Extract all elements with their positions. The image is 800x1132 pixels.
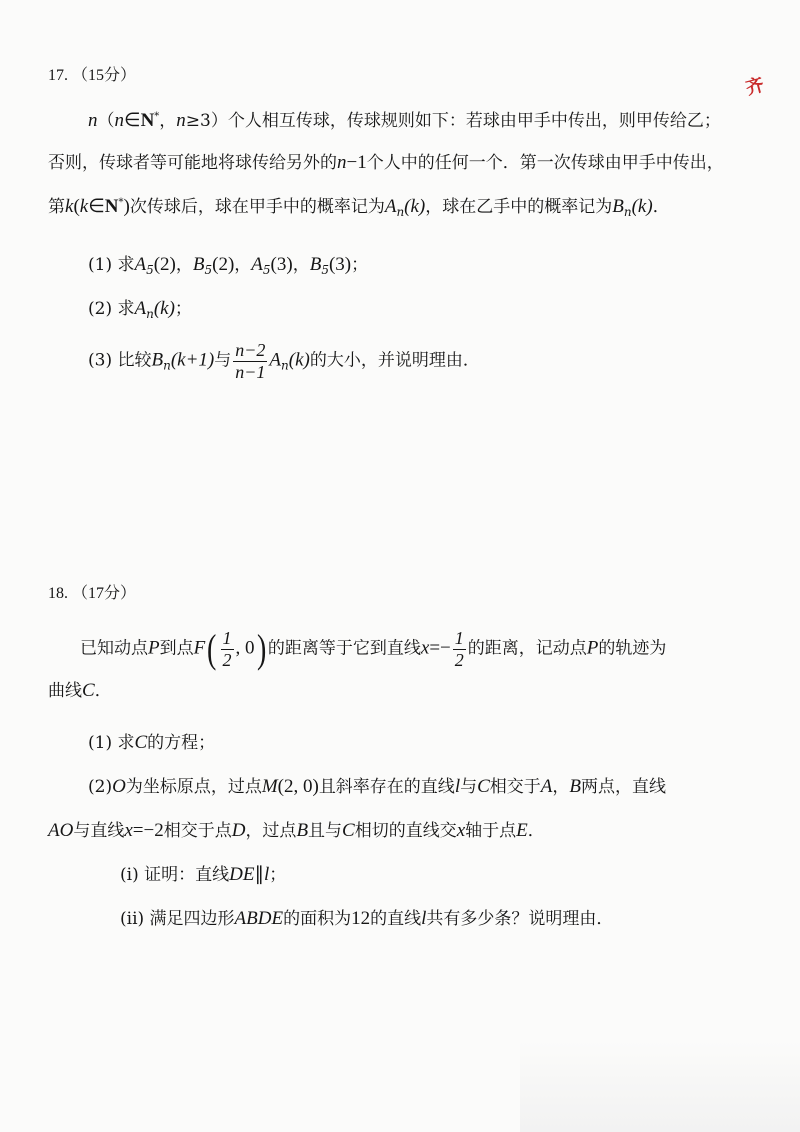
set-N: N [140,110,155,131]
sub: 5 [321,263,329,277]
var-P: P [148,637,160,659]
text: ， [552,777,570,797]
text: 次传球后，球在甲手中的概率记为 [129,197,385,217]
text: ； [174,299,192,319]
q18-part1 [88,732,215,755]
var-C: C [342,820,355,841]
paren-left: ( [207,626,217,672]
sub-n: n [623,205,632,219]
text: 第 [48,197,65,217]
fraction [221,628,234,670]
q18-line2 [48,680,112,703]
text: 的直线 [370,909,422,929]
coord: , 0 [235,637,255,659]
denominator: 2 [454,649,464,670]
text: 轴于点 [465,821,517,841]
paren: ) [123,196,130,217]
q17-intro-line1 [88,110,721,133]
equals: =− [429,637,451,659]
text: 的距离，记动点 [467,638,587,659]
var-l: l [263,864,270,885]
var-F: F [193,637,206,659]
sub-n: n [396,205,405,219]
sub: n [281,358,289,373]
arg: (k+1) [170,349,215,371]
var-n: n [337,152,347,173]
text: ； [269,865,287,885]
arg: (k) [153,298,175,319]
part-label: (3) 比较 [88,350,152,371]
var-n: n [114,110,124,131]
arg: (2) [212,254,235,275]
arg: (2) [153,254,176,275]
var-DE: DE [229,864,255,885]
paren: ( [73,196,80,217]
sub: 5 [146,263,154,277]
var-B: B [296,820,309,841]
text: 共有多少条？说明理由． [426,909,614,929]
var-M: M [261,776,278,797]
text: ． [527,821,545,841]
sep: ， [292,255,310,275]
red-correction-mark: 齐 [743,74,767,100]
var-C: C [477,776,490,797]
var-C: C [134,732,148,753]
part-label: (2) 求 [88,299,135,319]
q17-part2 [88,298,192,321]
text: ，球在乙手中的概率记为 [425,197,613,217]
text: 与 [214,350,232,371]
q17-header: 17. （15分） [48,67,137,84]
text: 与 [460,777,478,797]
text: 的轨迹为 [598,638,667,659]
var-n: n [176,110,186,131]
numerator: n−2 [235,340,266,360]
q18-part2-line1 [88,776,666,799]
arg: (3) [328,254,352,275]
symbol-in: ∈ [124,110,141,131]
text: 的距离等于它到直线 [267,638,421,659]
text: ，过点 [245,821,297,841]
arg: (k) [631,196,653,217]
numerator: 1 [222,628,232,648]
symbol-in: ∈ [88,196,105,217]
var-A: A [134,298,147,319]
var-A: A [134,254,147,275]
equals: =−2 [132,820,164,841]
q18-line1 [80,628,666,670]
text: 否则，传球者等可能地将球传给另外的 [48,153,337,173]
text: 且斜率存在的直线 [318,777,455,797]
text: 的面积为 [283,909,352,929]
text: 相交于点 [163,821,232,841]
var-x: x [420,637,430,659]
q17-intro-line3 [48,196,670,219]
q18-part2-line2 [48,820,545,843]
q17-part3 [88,340,480,382]
part-label: (ii) 满足四边形 [120,909,235,929]
text: 到点 [159,638,194,659]
numerator: 1 [454,628,464,648]
sub: n [146,307,154,321]
text: （ [97,111,115,131]
text: 与直线 [73,821,125,841]
var-x: x [456,820,466,841]
text: ， [159,111,177,131]
part-label: (1) 求 [88,733,135,753]
sub: 5 [262,263,271,277]
text: 曲线 [48,681,82,701]
text: ； [351,255,369,275]
text: 已知动点 [80,638,148,659]
var-ABDE: ABDE [234,908,284,929]
part-label: (1) 求 [88,255,135,275]
var-l: l [454,776,461,797]
var-AO: AO [48,820,74,841]
set-N: N [104,196,119,217]
part-label: (i) 证明：直线 [120,865,230,885]
var-D: D [231,820,246,841]
arg: (3) [270,254,293,275]
q17-part1 [88,254,368,277]
scan-shade [520,1040,800,1132]
sep: ， [234,255,252,275]
var-x: x [124,820,133,841]
text: 的大小，并说明理由． [309,350,480,371]
text: 为坐标原点，过点 [125,777,262,797]
star: * [118,197,124,208]
text: 相交于 [489,777,541,797]
minus-one: −1 [346,152,367,173]
coord: (2, 0) [277,776,319,797]
sub: n [163,358,171,373]
var-l: l [421,908,427,929]
text: 相切的直线交 [354,821,457,841]
var-O: O [112,776,126,797]
var-P: P [586,637,599,659]
sub: 5 [204,263,213,277]
paren-right: ) [256,626,266,672]
arg: (k) [404,196,426,217]
q18-part2-ii [120,908,613,931]
var-k: k [65,196,74,217]
fraction [453,628,466,670]
var-B: B [569,776,581,797]
q17-intro-line2 [48,152,724,175]
var-E: E [516,820,528,841]
text: 且与 [308,821,343,841]
var-n: n [88,110,98,131]
arg: (k) [288,349,310,371]
sep: ， [175,255,193,275]
var-B: B [612,196,624,217]
number: 12 [351,908,371,929]
text: 两点，直线 [581,777,666,797]
part-label: (2) [88,777,113,797]
q18-header: 18. （17分） [48,585,137,602]
var-B: B [192,254,205,275]
star: * [154,111,160,122]
var-B: B [151,349,164,371]
denominator: 2 [222,649,232,670]
fraction [233,340,267,382]
var-A: A [384,196,397,217]
var-B: B [309,254,322,275]
denominator: n−1 [235,361,266,382]
text: ． [652,197,670,217]
parallel: ∥ [254,864,264,885]
var-A: A [540,776,553,797]
text: ≥3）个人相互传球，传球规则如下：若球由甲手中传出，则甲传给乙； [185,111,721,131]
var-C: C [82,680,95,701]
var-A: A [251,254,263,275]
text: ． [94,681,112,701]
text: 的方程； [147,733,216,753]
var-A: A [269,349,282,371]
q18-part2-i [120,864,286,887]
text: 个人中的任何一个．第一次传球由甲手中传出， [366,153,724,173]
var-k: k [79,196,89,217]
